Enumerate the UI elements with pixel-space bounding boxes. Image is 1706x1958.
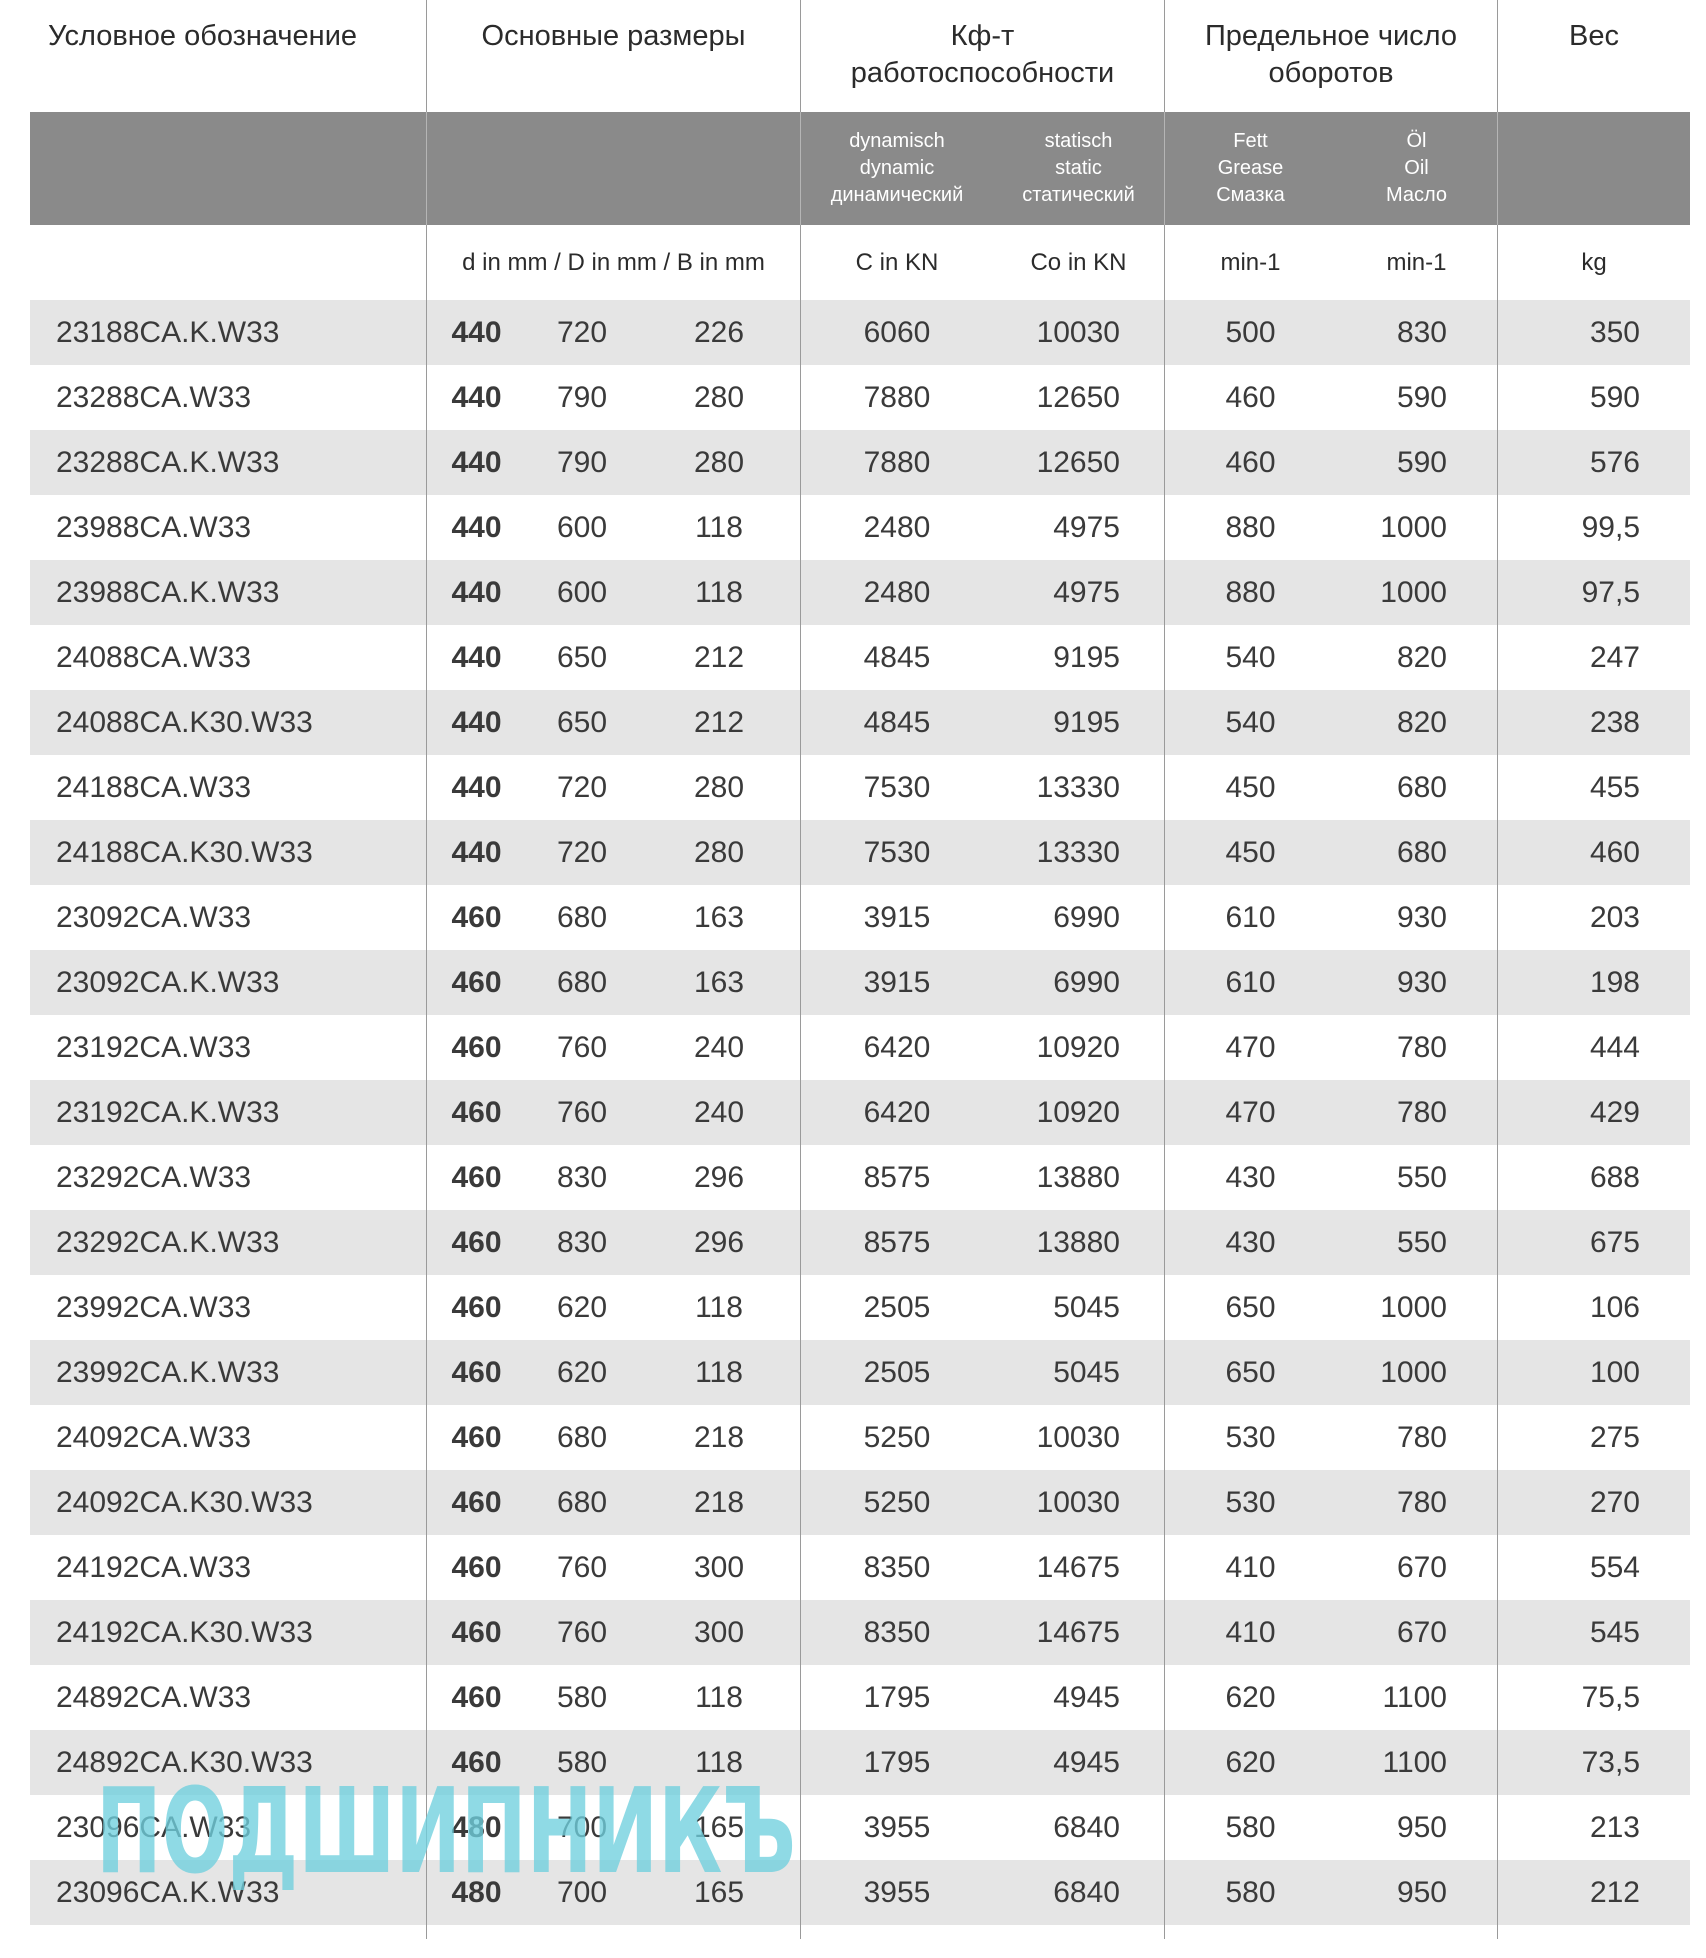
cell-grease-speed: 610 bbox=[1164, 885, 1336, 950]
cell-inner-diameter: 440 bbox=[426, 625, 526, 690]
cell-weight: 444 bbox=[1497, 1015, 1690, 1080]
cell-designation: 23288CA.K.W33 bbox=[56, 445, 280, 479]
cell-static-load: 10030 bbox=[1036, 1485, 1120, 1519]
cell-weight: 350 bbox=[1497, 300, 1690, 365]
table-row bbox=[30, 365, 1690, 430]
cell-oil-speed: 780 bbox=[1396, 1030, 1447, 1064]
cell-dynamic-load: 3955 bbox=[800, 1795, 993, 1860]
subheader-dynamic bbox=[800, 112, 993, 225]
cell-static-load: 6840 bbox=[1053, 1810, 1120, 1844]
bottom-kf bbox=[800, 1925, 1164, 1939]
cell-grease-speed: 450 bbox=[1164, 820, 1336, 885]
header-designation: Условное обозначение bbox=[48, 20, 358, 52]
cell-grease-speed: 460 bbox=[1164, 365, 1336, 430]
cell-oil-speed: 670 bbox=[1396, 1615, 1447, 1649]
cell-grease-speed: 470 bbox=[1164, 1080, 1336, 1145]
cell-outer-diameter: 760 bbox=[556, 1615, 608, 1649]
table-row bbox=[30, 1080, 1690, 1145]
bottom-weight bbox=[1497, 1925, 1690, 1939]
cell-width: 118 bbox=[695, 1355, 743, 1389]
table-row bbox=[30, 1340, 1690, 1405]
table-row bbox=[30, 625, 1690, 690]
subheader-grease-ru: Смазка bbox=[1216, 184, 1285, 206]
table-row bbox=[30, 1145, 1690, 1210]
cell-grease-speed: 470 bbox=[1164, 1015, 1336, 1080]
table-row bbox=[30, 820, 1690, 885]
cell-weight: 576 bbox=[1497, 430, 1690, 495]
cell-oil-speed: 950 bbox=[1396, 1810, 1447, 1844]
cell-weight: 203 bbox=[1497, 885, 1690, 950]
cell-dynamic-load: 1795 bbox=[800, 1730, 993, 1795]
bottom-name bbox=[30, 1925, 426, 1939]
cell-oil-speed: 820 bbox=[1396, 705, 1447, 739]
subheader-oil-de: Öl bbox=[1406, 130, 1427, 152]
cell-designation: 23092CA.W33 bbox=[56, 900, 252, 934]
cell-dynamic-load: 7530 bbox=[800, 820, 993, 885]
units-row bbox=[30, 225, 1690, 300]
cell-designation: 23192CA.K.W33 bbox=[56, 1095, 280, 1129]
cell-static-load: 6840 bbox=[1053, 1875, 1120, 1909]
cell-grease-speed: 880 bbox=[1164, 560, 1336, 625]
cell-static-load: 13330 bbox=[1036, 770, 1120, 804]
cell-dynamic-load: 7880 bbox=[800, 365, 993, 430]
units-grease: min-1 bbox=[1164, 225, 1336, 300]
cell-weight: 455 bbox=[1497, 755, 1690, 820]
table-row bbox=[30, 1015, 1690, 1080]
cell-dynamic-load: 2505 bbox=[800, 1340, 993, 1405]
cell-oil-speed: 830 bbox=[1396, 315, 1447, 349]
cell-outer-diameter: 620 bbox=[556, 1355, 608, 1389]
table-row bbox=[30, 1535, 1690, 1600]
cell-designation: 23188CA.K.W33 bbox=[56, 315, 280, 349]
cell-width: 280 bbox=[693, 835, 745, 869]
cell-width: 280 bbox=[693, 445, 745, 479]
cell-designation: 24088CA.W33 bbox=[56, 640, 252, 674]
cell-outer-diameter: 580 bbox=[556, 1745, 608, 1779]
cell-weight: 247 bbox=[1497, 625, 1690, 690]
cell-static-load: 14675 bbox=[1036, 1615, 1120, 1649]
cell-inner-diameter: 440 bbox=[426, 300, 526, 365]
cell-outer-diameter: 790 bbox=[556, 380, 608, 414]
cell-width: 280 bbox=[693, 770, 745, 804]
cell-designation: 24088CA.K30.W33 bbox=[56, 705, 313, 739]
units-co: Co in KN bbox=[1030, 248, 1127, 276]
units-weight: kg bbox=[1497, 225, 1690, 300]
cell-inner-diameter: 440 bbox=[426, 820, 526, 885]
cell-outer-diameter: 720 bbox=[556, 315, 608, 349]
cell-outer-diameter: 650 bbox=[556, 640, 608, 674]
subheader-static bbox=[993, 112, 1164, 225]
subheader-oil-ru: Масло bbox=[1385, 184, 1448, 206]
header-speed-limit bbox=[1164, 0, 1497, 112]
cell-dynamic-load: 1795 bbox=[800, 1665, 993, 1730]
subheader-oil-en: Oil bbox=[1404, 157, 1429, 179]
cell-weight: 554 bbox=[1497, 1535, 1690, 1600]
cell-outer-diameter: 680 bbox=[556, 1420, 608, 1454]
cell-width: 212 bbox=[693, 640, 745, 674]
cell-weight: 100 bbox=[1497, 1340, 1690, 1405]
cell-dynamic-load: 3915 bbox=[800, 885, 993, 950]
cell-designation: 24892CA.K30.W33 bbox=[56, 1745, 313, 1779]
cell-grease-speed: 410 bbox=[1164, 1535, 1336, 1600]
cell-grease-speed: 580 bbox=[1164, 1795, 1336, 1860]
subheader-empty-dims bbox=[426, 112, 800, 225]
cell-width: 163 bbox=[693, 965, 745, 999]
cell-designation: 24892CA.W33 bbox=[56, 1680, 252, 1714]
cell-static-load: 13330 bbox=[1036, 835, 1120, 869]
cell-oil-speed: 680 bbox=[1396, 835, 1447, 869]
cell-oil-speed: 780 bbox=[1396, 1095, 1447, 1129]
table-row bbox=[30, 560, 1690, 625]
cell-weight: 590 bbox=[1497, 365, 1690, 430]
cell-grease-speed: 610 bbox=[1164, 950, 1336, 1015]
cell-inner-diameter: 460 bbox=[426, 1600, 526, 1665]
cell-dynamic-load: 3915 bbox=[800, 950, 993, 1015]
cell-dynamic-load: 5250 bbox=[800, 1405, 993, 1470]
cell-weight: 73,5 bbox=[1497, 1730, 1690, 1795]
header-load-rating-line1: Кф-т bbox=[950, 20, 1015, 52]
cell-outer-diameter: 720 bbox=[556, 770, 608, 804]
cell-width: 163 bbox=[693, 900, 745, 934]
cell-inner-diameter: 440 bbox=[426, 495, 526, 560]
cell-outer-diameter: 680 bbox=[556, 1485, 608, 1519]
header-load-rating-line2: работоспособности bbox=[850, 57, 1115, 89]
cell-oil-speed: 780 bbox=[1396, 1485, 1447, 1519]
cell-width: 296 bbox=[693, 1160, 745, 1194]
cell-dynamic-load: 7530 bbox=[800, 755, 993, 820]
subheader-empty-name bbox=[30, 112, 426, 225]
cell-outer-diameter: 720 bbox=[556, 835, 608, 869]
header-speed-limit-line1: Предельное число bbox=[1204, 20, 1458, 52]
cell-grease-speed: 540 bbox=[1164, 625, 1336, 690]
cell-grease-speed: 580 bbox=[1164, 1860, 1336, 1925]
cell-grease-speed: 620 bbox=[1164, 1665, 1336, 1730]
cell-grease-speed: 460 bbox=[1164, 430, 1336, 495]
cell-oil-speed: 780 bbox=[1396, 1420, 1447, 1454]
table-row bbox=[30, 300, 1690, 365]
table-row bbox=[30, 885, 1690, 950]
cell-dynamic-load: 6060 bbox=[800, 300, 993, 365]
cell-width: 280 bbox=[693, 380, 745, 414]
cell-dynamic-load: 2480 bbox=[800, 560, 993, 625]
cell-outer-diameter: 600 bbox=[556, 575, 608, 609]
cell-inner-diameter: 440 bbox=[426, 560, 526, 625]
table-bottom bbox=[30, 1925, 1690, 1939]
cell-dynamic-load: 2505 bbox=[800, 1275, 993, 1340]
subheader-band bbox=[30, 112, 1690, 225]
cell-grease-speed: 500 bbox=[1164, 300, 1336, 365]
cell-designation: 23096CA.K.W33 bbox=[56, 1875, 280, 1909]
cell-grease-speed: 650 bbox=[1164, 1340, 1336, 1405]
cell-width: 240 bbox=[693, 1030, 745, 1064]
cell-outer-diameter: 760 bbox=[556, 1095, 608, 1129]
cell-inner-diameter: 460 bbox=[426, 1275, 526, 1340]
cell-designation: 23288CA.W33 bbox=[56, 380, 252, 414]
cell-oil-speed: 590 bbox=[1396, 380, 1447, 414]
subheader-static-en: static bbox=[1055, 157, 1102, 179]
cell-outer-diameter: 760 bbox=[556, 1550, 608, 1584]
cell-inner-diameter: 460 bbox=[426, 1210, 526, 1275]
cell-width: 165 bbox=[693, 1810, 745, 1844]
cell-static-load: 13880 bbox=[1036, 1225, 1120, 1259]
cell-outer-diameter: 700 bbox=[556, 1875, 608, 1909]
cell-inner-diameter: 460 bbox=[426, 1080, 526, 1145]
units-dimensions: d in mm / D in mm / B in mm bbox=[426, 225, 800, 300]
cell-inner-diameter: 460 bbox=[426, 1340, 526, 1405]
header-speed-limit-line2: оборотов bbox=[1268, 57, 1394, 89]
cell-inner-diameter: 460 bbox=[426, 1470, 526, 1535]
cell-designation: 23292CA.W33 bbox=[56, 1160, 252, 1194]
cell-designation: 23988CA.K.W33 bbox=[56, 575, 280, 609]
cell-grease-speed: 530 bbox=[1164, 1405, 1336, 1470]
table-row bbox=[30, 1600, 1690, 1665]
cell-width: 165 bbox=[693, 1875, 745, 1909]
cell-static-load: 10030 bbox=[1036, 315, 1120, 349]
cell-outer-diameter: 790 bbox=[556, 445, 608, 479]
cell-oil-speed: 670 bbox=[1396, 1550, 1447, 1584]
cell-width: 118 bbox=[695, 510, 743, 544]
bottom-rpm bbox=[1164, 1925, 1497, 1939]
cell-inner-diameter: 460 bbox=[426, 1535, 526, 1600]
table-row bbox=[30, 1860, 1690, 1925]
units-empty-name bbox=[30, 225, 426, 300]
cell-width: 118 bbox=[695, 1745, 743, 1779]
cell-grease-speed: 880 bbox=[1164, 495, 1336, 560]
cell-static-load: 13880 bbox=[1036, 1160, 1120, 1194]
cell-width: 300 bbox=[693, 1615, 745, 1649]
cell-weight: 212 bbox=[1497, 1860, 1690, 1925]
cell-weight: 106 bbox=[1497, 1275, 1690, 1340]
cell-designation: 24188CA.W33 bbox=[56, 770, 252, 804]
header-dimensions: Основные размеры bbox=[426, 0, 800, 112]
cell-static-load: 4945 bbox=[1053, 1745, 1120, 1779]
cell-static-load: 9195 bbox=[1053, 640, 1120, 674]
cell-width: 218 bbox=[693, 1420, 745, 1454]
cell-outer-diameter: 650 bbox=[556, 705, 608, 739]
data-rows bbox=[30, 300, 1690, 1925]
table-row bbox=[30, 1405, 1690, 1470]
table-row bbox=[30, 495, 1690, 560]
cell-outer-diameter: 700 bbox=[556, 1810, 608, 1844]
cell-static-load: 6990 bbox=[1053, 965, 1120, 999]
cell-oil-speed: 930 bbox=[1396, 900, 1447, 934]
table-row bbox=[30, 690, 1690, 755]
cell-weight: 238 bbox=[1497, 690, 1690, 755]
cell-grease-speed: 450 bbox=[1164, 755, 1336, 820]
subheader-dynamic-en: dynamic bbox=[859, 157, 935, 179]
cell-inner-diameter: 440 bbox=[426, 755, 526, 820]
cell-inner-diameter: 460 bbox=[426, 950, 526, 1015]
cell-dynamic-load: 4845 bbox=[800, 625, 993, 690]
cell-static-load: 10030 bbox=[1036, 1420, 1120, 1454]
cell-designation: 24092CA.K30.W33 bbox=[56, 1485, 313, 1519]
table-row bbox=[30, 1730, 1690, 1795]
cell-oil-speed: 680 bbox=[1396, 770, 1447, 804]
cell-weight: 198 bbox=[1497, 950, 1690, 1015]
table-row bbox=[30, 1210, 1690, 1275]
cell-grease-speed: 540 bbox=[1164, 690, 1336, 755]
cell-inner-diameter: 440 bbox=[426, 365, 526, 430]
cell-dynamic-load: 4845 bbox=[800, 690, 993, 755]
cell-width: 296 bbox=[693, 1225, 745, 1259]
cell-designation: 23988CA.W33 bbox=[56, 510, 252, 544]
cell-grease-speed: 430 bbox=[1164, 1145, 1336, 1210]
cell-designation: 23092CA.K.W33 bbox=[56, 965, 280, 999]
cell-width: 240 bbox=[693, 1095, 745, 1129]
cell-weight: 429 bbox=[1497, 1080, 1690, 1145]
cell-designation: 23992CA.K.W33 bbox=[56, 1355, 280, 1389]
cell-inner-diameter: 460 bbox=[426, 1665, 526, 1730]
header-weight: Вес bbox=[1497, 0, 1690, 112]
cell-weight: 270 bbox=[1497, 1470, 1690, 1535]
cell-inner-diameter: 440 bbox=[426, 690, 526, 755]
table-row bbox=[30, 1470, 1690, 1535]
cell-outer-diameter: 680 bbox=[556, 900, 608, 934]
cell-outer-diameter: 760 bbox=[556, 1030, 608, 1064]
cell-oil-speed: 550 bbox=[1396, 1225, 1447, 1259]
cell-static-load: 4975 bbox=[1053, 510, 1120, 544]
cell-designation: 24192CA.K30.W33 bbox=[56, 1615, 313, 1649]
cell-oil-speed: 1000 bbox=[1380, 575, 1447, 609]
cell-designation: 23292CA.K.W33 bbox=[56, 1225, 280, 1259]
subheader-static-ru: статический bbox=[1022, 184, 1135, 206]
cell-static-load: 10920 bbox=[1036, 1030, 1120, 1064]
subheader-grease-en: Grease bbox=[1217, 157, 1284, 179]
cell-oil-speed: 1100 bbox=[1382, 1745, 1447, 1779]
cell-weight: 99,5 bbox=[1497, 495, 1690, 560]
cell-inner-diameter: 460 bbox=[426, 1730, 526, 1795]
cell-weight: 97,5 bbox=[1497, 560, 1690, 625]
cell-inner-diameter: 480 bbox=[426, 1795, 526, 1860]
cell-designation: 23192CA.W33 bbox=[56, 1030, 252, 1064]
cell-static-load: 9195 bbox=[1053, 705, 1120, 739]
subheader-dynamic-de: dynamisch bbox=[849, 130, 945, 152]
cell-outer-diameter: 580 bbox=[556, 1680, 608, 1714]
cell-grease-speed: 530 bbox=[1164, 1470, 1336, 1535]
table-row bbox=[30, 755, 1690, 820]
cell-inner-diameter: 440 bbox=[426, 430, 526, 495]
cell-designation: 23992CA.W33 bbox=[56, 1290, 252, 1324]
table-row bbox=[30, 950, 1690, 1015]
bearing-table bbox=[30, 0, 1690, 1939]
cell-dynamic-load: 8350 bbox=[800, 1535, 993, 1600]
cell-width: 118 bbox=[695, 1680, 743, 1714]
header-row bbox=[30, 0, 1690, 112]
cell-inner-diameter: 460 bbox=[426, 1405, 526, 1470]
cell-designation: 24188CA.K30.W33 bbox=[56, 835, 313, 869]
subheader-empty-weight bbox=[1497, 112, 1690, 225]
cell-oil-speed: 1100 bbox=[1382, 1680, 1447, 1714]
cell-static-load: 5045 bbox=[1053, 1290, 1120, 1324]
cell-dynamic-load: 3955 bbox=[800, 1860, 993, 1925]
cell-oil-speed: 1000 bbox=[1380, 1355, 1447, 1389]
units-oil: min-1 bbox=[1386, 248, 1447, 276]
table-row bbox=[30, 1795, 1690, 1860]
cell-oil-speed: 820 bbox=[1396, 640, 1447, 674]
bottom-dims bbox=[426, 1925, 800, 1939]
cell-inner-diameter: 460 bbox=[426, 1145, 526, 1210]
cell-static-load: 4945 bbox=[1053, 1680, 1120, 1714]
header-load-rating bbox=[800, 0, 1164, 112]
cell-inner-diameter: 460 bbox=[426, 885, 526, 950]
cell-static-load: 5045 bbox=[1053, 1355, 1120, 1389]
cell-dynamic-load: 7880 bbox=[800, 430, 993, 495]
cell-outer-diameter: 600 bbox=[556, 510, 608, 544]
cell-grease-speed: 620 bbox=[1164, 1730, 1336, 1795]
subheader-oil bbox=[1336, 112, 1497, 225]
subheader-grease bbox=[1164, 112, 1336, 225]
cell-grease-speed: 410 bbox=[1164, 1600, 1336, 1665]
cell-dynamic-load: 8350 bbox=[800, 1600, 993, 1665]
cell-width: 218 bbox=[693, 1485, 745, 1519]
cell-designation: 24192CA.W33 bbox=[56, 1550, 252, 1584]
units-c: C in KN bbox=[800, 225, 993, 300]
cell-outer-diameter: 830 bbox=[556, 1160, 608, 1194]
cell-weight: 545 bbox=[1497, 1600, 1690, 1665]
cell-oil-speed: 550 bbox=[1396, 1160, 1447, 1194]
subheader-static-de: statisch bbox=[1044, 130, 1113, 152]
subheader-dynamic-ru: динамический bbox=[830, 184, 964, 206]
cell-width: 226 bbox=[693, 315, 745, 349]
cell-grease-speed: 430 bbox=[1164, 1210, 1336, 1275]
cell-static-load: 12650 bbox=[1036, 380, 1120, 414]
cell-inner-diameter: 480 bbox=[426, 1860, 526, 1925]
cell-oil-speed: 1000 bbox=[1380, 510, 1447, 544]
cell-dynamic-load: 5250 bbox=[800, 1470, 993, 1535]
cell-weight: 275 bbox=[1497, 1405, 1690, 1470]
cell-dynamic-load: 8575 bbox=[800, 1145, 993, 1210]
cell-weight: 75,5 bbox=[1497, 1665, 1690, 1730]
cell-weight: 675 bbox=[1497, 1210, 1690, 1275]
cell-oil-speed: 1000 bbox=[1380, 1290, 1447, 1324]
cell-designation: 24092CA.W33 bbox=[56, 1420, 252, 1454]
cell-oil-speed: 590 bbox=[1396, 445, 1447, 479]
cell-dynamic-load: 8575 bbox=[800, 1210, 993, 1275]
cell-weight: 213 bbox=[1497, 1795, 1690, 1860]
cell-width: 118 bbox=[695, 1290, 743, 1324]
cell-weight: 460 bbox=[1497, 820, 1690, 885]
table-row bbox=[30, 1275, 1690, 1340]
cell-width: 118 bbox=[695, 575, 743, 609]
cell-inner-diameter: 460 bbox=[426, 1015, 526, 1080]
cell-designation: 23096CA.W33 bbox=[56, 1810, 252, 1844]
cell-outer-diameter: 680 bbox=[556, 965, 608, 999]
cell-width: 212 bbox=[693, 705, 745, 739]
cell-grease-speed: 650 bbox=[1164, 1275, 1336, 1340]
subheader-grease-de: Fett bbox=[1233, 130, 1268, 152]
cell-outer-diameter: 830 bbox=[556, 1225, 608, 1259]
cell-static-load: 6990 bbox=[1053, 900, 1120, 934]
table-row bbox=[30, 1665, 1690, 1730]
cell-dynamic-load: 2480 bbox=[800, 495, 993, 560]
cell-static-load: 14675 bbox=[1036, 1550, 1120, 1584]
cell-static-load: 4975 bbox=[1053, 575, 1120, 609]
cell-width: 300 bbox=[693, 1550, 745, 1584]
cell-weight: 688 bbox=[1497, 1145, 1690, 1210]
cell-static-load: 12650 bbox=[1036, 445, 1120, 479]
cell-outer-diameter: 620 bbox=[556, 1290, 608, 1324]
watermark-text: ПОДШИПНИКЪ bbox=[96, 1762, 796, 1890]
cell-dynamic-load: 6420 bbox=[800, 1015, 993, 1080]
cell-oil-speed: 930 bbox=[1396, 965, 1447, 999]
cell-dynamic-load: 6420 bbox=[800, 1080, 993, 1145]
table-row bbox=[30, 430, 1690, 495]
cell-oil-speed: 950 bbox=[1396, 1875, 1447, 1909]
cell-static-load: 10920 bbox=[1036, 1095, 1120, 1129]
